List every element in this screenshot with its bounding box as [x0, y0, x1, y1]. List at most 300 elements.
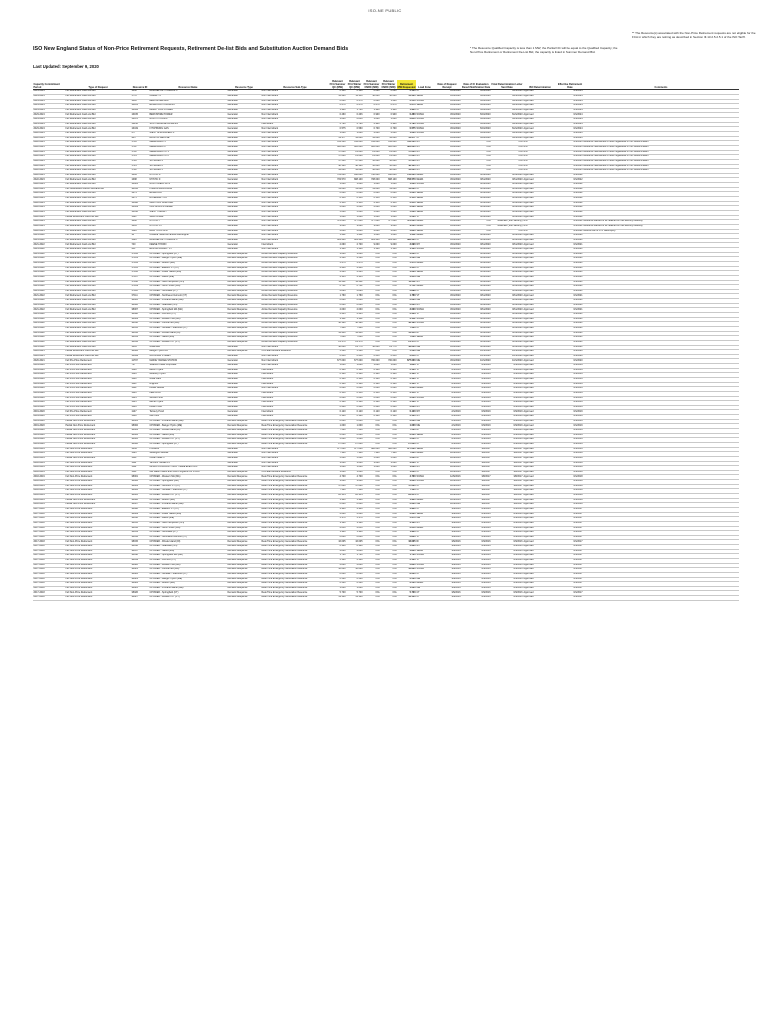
cell-lz: NEMA: [416, 387, 433, 392]
cell-period: 2019-2020: [33, 391, 65, 396]
cell-fl: 3/8/2017: [491, 484, 523, 489]
cell-rd: 3/16/2020: [433, 173, 461, 178]
cell-type: Full Retirement Card-List Bid: [65, 122, 131, 127]
cell-eff: 6/1/2019: [557, 368, 583, 373]
cell-rid: 16093: [131, 108, 149, 113]
last-updated: Last Updated: September 9, 2020: [33, 64, 99, 69]
cell-rd: 3/9/2016: [433, 568, 461, 573]
cell-wqc: 0.150: [346, 391, 363, 396]
cell-wcn: N/A: [380, 494, 397, 499]
cell-fl: 8/11/2020: [491, 275, 523, 280]
cell-rid: 38011: [131, 521, 149, 526]
cell-dd: 6/16/2020: [461, 104, 491, 109]
cell-mw: 5.000: [397, 210, 416, 215]
cell-mw: 1.000: [397, 424, 416, 429]
cell-rtype: Demand Response: [227, 521, 261, 526]
cell-type: Full Non-Price Retirement: [65, 558, 131, 563]
cell-fl: 6/21/2020: [491, 127, 523, 132]
cell-mw: 4.700: [397, 475, 416, 480]
cell-sub: Active Demand Capacity Resource: [261, 340, 329, 345]
cell-name: Tannery Pond: [149, 410, 227, 415]
cell-scn: N/A: [363, 442, 380, 447]
cell-lz: ME: [416, 586, 433, 591]
cell-period: 2019-2020: [33, 410, 65, 415]
cell-fl: 6/3/2019: [491, 382, 523, 387]
cell-rtype: Demand Response: [227, 326, 261, 331]
cell-period: 2018-2019: [33, 447, 65, 452]
cell-rd: 2/1/2019: [433, 391, 461, 396]
cell-scn: 0.250: [363, 354, 380, 359]
cell-eff: 6/1/2017: [557, 563, 583, 568]
cell-rd: 2/1/2019: [433, 368, 461, 373]
cell-sub: Non Intermittent: [261, 466, 329, 471]
cell-type: Full Retirement Card-List Bid: [65, 90, 131, 95]
cell-fl: 10/1/2020: [491, 359, 523, 364]
cell-fl: 8/11/2020: [491, 326, 523, 331]
cell-wqc: 27.000: [346, 442, 363, 447]
cell-wqc: 326.000: [346, 145, 363, 150]
cell-sqc: 0.200: [329, 405, 346, 410]
cell-scn: 18.000: [363, 94, 380, 99]
cell-det: Approved: [523, 433, 557, 438]
table-body: [33, 90, 739, 600]
cell-sub: Active Demand Capacity Resource: [261, 326, 329, 331]
cell-eff: 6/1/2017: [557, 521, 583, 526]
cell-scn: N/A: [363, 517, 380, 522]
cell-wcn: N/A: [380, 512, 397, 517]
cell-wqc: 0.100: [346, 90, 363, 95]
cell-rid: 10: [131, 234, 149, 239]
cell-period: 2019-2020: [33, 382, 65, 387]
cell-eff: 6/1/2021: [557, 322, 583, 327]
cell-mw: 2.600: [397, 512, 416, 517]
cell-scn: 0.300: [363, 373, 380, 378]
cell-name: Lower Pond: [149, 405, 227, 410]
cell-dd: 6/16/2020: [461, 108, 491, 113]
cell-lz: RI: [416, 429, 433, 434]
cell-det: Approved: [523, 252, 557, 257]
cell-period: 2017-2018: [33, 540, 65, 545]
cell-sqc: 6.000: [329, 433, 346, 438]
cell-period: 2017-2018: [33, 554, 65, 559]
cell-name: Ocean State II: [149, 456, 227, 461]
cell-wqc: 0.160: [346, 373, 363, 378]
cell-period: 2018-2019: [33, 456, 65, 461]
cell-rtype: Demand Response: [227, 419, 261, 424]
cell-dd: 6/3/2016: [461, 554, 491, 559]
cell-wqc: 2.800: [346, 563, 363, 568]
cell-mw: 47.500: [397, 159, 416, 164]
cell-fl: 6/3/2019: [491, 401, 523, 406]
cell-sub: Non Intermittent: [261, 178, 329, 183]
cell-rid: 38001: [131, 475, 149, 480]
cell-sub: Non Intermittent: [261, 210, 329, 215]
cell-type: Full Retirement Card-List Bid: [65, 141, 131, 146]
cell-rid: 1691: [131, 345, 149, 350]
cell-sub: Non Intermittent: [261, 456, 329, 461]
cell-scn: 0.130: [363, 378, 380, 383]
cell-mw: 47.000: [397, 484, 416, 489]
cell-sub: Real-Time Emergency Generation Resource: [261, 526, 329, 531]
cell-lz: CT: [416, 136, 433, 141]
cell-wcn: N/A: [380, 266, 397, 271]
cell-name: CLEARY 9: [149, 94, 227, 99]
cell-period: 2019-2020: [33, 396, 65, 401]
cell-type: Full Retirement Card-List Bid: [65, 145, 131, 150]
cell-wcn: N/A: [380, 294, 397, 299]
cell-name: CPOWER - Lower SEMA (MA): [149, 271, 227, 276]
cell-rd: 3/9/2016: [433, 558, 461, 563]
cell-sqc: 5.500: [329, 350, 346, 355]
cell-rid: 737: [131, 364, 149, 369]
cell-sub: Real-Time Emergency Generation Resource: [261, 507, 329, 512]
cell-mw: 0.100: [397, 90, 416, 95]
cell-rd: 3/16/2020: [433, 359, 461, 364]
cell-sub: Non Intermittent: [261, 104, 329, 109]
cell-lz: VT: [416, 215, 433, 220]
cell-sqc: 2.600: [329, 512, 346, 517]
cell-name: CPOWER - Norwalk - Stamford (CT): [149, 326, 227, 331]
cell-mw: 13.377: [397, 136, 416, 141]
table-row: [33, 596, 739, 601]
cell-type: Full Retirement Card-List Bid: [65, 285, 131, 290]
cell-name: CPOWER - Bangor Hydro (ME): [149, 257, 227, 262]
cell-type: Partial Non-Price Retirement: [65, 429, 131, 434]
cell-eff: 6/1/2024: [557, 127, 583, 132]
cell-mw: 113.500: [397, 141, 416, 146]
cell-scn: 708.000: [363, 173, 380, 178]
cell-type: Full Retirement Card-List Bid: [65, 257, 131, 262]
cell-sub: Non Intermittent: [261, 164, 329, 169]
cell-name: CPOWER - Seacoast (NH): [149, 545, 227, 550]
cell-wqc: 9.000: [346, 224, 363, 229]
cell-sub: Non Intermittent: [261, 215, 329, 220]
cell-eff: 6/1/2021: [557, 280, 583, 285]
cell-dd: 8/11/2020: [461, 257, 491, 262]
cell-sqc: 4.263: [329, 271, 346, 276]
cell-dd: 8/11/2020: [461, 285, 491, 290]
cell-wqc: 1.760: [346, 294, 363, 299]
cell-wcn: N/A: [380, 317, 397, 322]
cell-rtype: Generator: [227, 136, 261, 141]
cell-dd: 8/11/2020: [461, 266, 491, 271]
cell-lz: ME: [416, 424, 433, 429]
cell-mw: 3.160: [397, 521, 416, 526]
cell-mw: 7.500: [397, 429, 416, 434]
cell-fl: 6/3/2019: [491, 387, 523, 392]
cell-rtype: Generator: [227, 197, 261, 202]
cell-sub: Non Intermittent: [261, 220, 329, 225]
cell-rd: 3/9/2016: [433, 554, 461, 559]
cell-type: Partial Non-Price Retirement: [65, 456, 131, 461]
cell-period: 2020-2021: [33, 359, 65, 364]
cell-fl: N/A: [491, 169, 523, 174]
cell-rtype: Demand Response: [227, 512, 261, 517]
cell-lz: NEMA: [416, 261, 433, 266]
cell-lz: RI: [416, 456, 433, 461]
cell-rid: 1778: [131, 94, 149, 99]
cell-fl: 6/3/2016: [491, 586, 523, 591]
cell-type: Full Substitution Auction Demand Bid: [65, 187, 131, 192]
cell-period: 2022-2023: [33, 169, 65, 174]
cell-wqc: 5.000: [346, 210, 363, 215]
cell-period: 2019-2020: [33, 438, 65, 443]
cell-eff: 6/1/2023: [557, 132, 583, 137]
cell-wqc: 2.050: [346, 526, 363, 531]
cell-fl: 6/3/2016: [491, 572, 523, 577]
cell-sub: Real-Time Emergency Generation Resource: [261, 475, 329, 480]
cell-lz: NEMA: [416, 234, 433, 239]
cell-name: Wellington Refuse: [149, 452, 227, 457]
cell-wqc: 14.000: [346, 136, 363, 141]
cell-rtype: Demand Response: [227, 336, 261, 341]
cell-lz: CT: [416, 289, 433, 294]
cell-wqc: 5.000: [346, 438, 363, 443]
cell-lz: CT: [416, 438, 433, 443]
cell-rtype: Demand Response: [227, 475, 261, 480]
cell-wcn: N/A: [380, 289, 397, 294]
cell-wcn: 1.900: [380, 108, 397, 113]
cell-sub: Non Intermittent: [261, 94, 329, 99]
cell-period: 2018-2019: [33, 489, 65, 494]
cell-period: 2020-2021: [33, 350, 65, 355]
cell-wqc: 0.250: [346, 354, 363, 359]
cell-sqc: 7.400: [329, 326, 346, 331]
cell-type: Full Retirement Card-List Bid: [65, 183, 131, 188]
cell-wqc: 48.120: [346, 164, 363, 169]
cell-rid: 14101: [131, 104, 149, 109]
cell-period: 2021-2022: [33, 271, 65, 276]
cell-eff: 6/1/2018: [557, 480, 583, 485]
cell-rtype: Demand Response: [227, 498, 261, 503]
cell-det: Approved: [523, 391, 557, 396]
cell-fl: 6/3/2016: [491, 531, 523, 536]
cell-rid: 1148: [131, 415, 149, 420]
cell-period: 2018-2019: [33, 484, 65, 489]
cell-sqc: 14.440: [329, 331, 346, 336]
cell-wcn: N/A: [380, 433, 397, 438]
cell-wcn: N/A: [380, 586, 397, 591]
cell-det: Approved: [523, 447, 557, 452]
cell-det: N/A: [523, 145, 557, 150]
cell-lz: SEMA: [416, 206, 433, 211]
cell-fl: 8/11/2020: [491, 197, 523, 202]
cell-sub: Active Demand Capacity Resource: [261, 308, 329, 313]
cell-sqc: 44.000: [329, 169, 346, 174]
cell-det: Approved: [523, 317, 557, 322]
cell-eff: 6/1/2021: [557, 313, 583, 318]
cell-eff: 6/1/2017: [557, 540, 583, 545]
cell-name: MERRIMACK 1: [149, 141, 227, 146]
cell-det: Approved: [523, 359, 557, 364]
cell-scn: 14.000: [363, 136, 380, 141]
cell-lz: ME: [416, 503, 433, 508]
cell-period: 2017-2018: [33, 549, 65, 554]
cell-sub: Real-Time Emergency Generation Resource: [261, 540, 329, 545]
cell-sub: Non Intermittent: [261, 127, 329, 132]
cell-rtype: Generator: [227, 150, 261, 155]
cell-wcn: N/A: [380, 498, 397, 503]
cell-rtype: Demand Response: [227, 433, 261, 438]
cell-det: Approved: [523, 261, 557, 266]
cell-lz: WCMA: [416, 113, 433, 118]
cell-lz: WCMA: [416, 322, 433, 327]
cell-lz: SEMA: [416, 229, 433, 234]
cell-eff: 6/1/2017: [557, 586, 583, 591]
cell-mw: 383.400: [397, 238, 416, 243]
cell-scn: 326.000: [363, 145, 380, 150]
cell-rid: 37105: [131, 266, 149, 271]
cell-scn: N/A: [363, 299, 380, 304]
cell-name: CPOWER - Norwalk - Stamford (CT): [149, 489, 227, 494]
cell-period: 2022-2023: [33, 136, 65, 141]
cell-rtype: Generator: [227, 378, 261, 383]
cell-sub: Active Demand Capacity Resource: [261, 317, 329, 322]
cell-sub: Active Demand Capacity Resource: [261, 331, 329, 336]
cell-sqc: 0.120: [329, 410, 346, 415]
cell-eff: 6/1/2023: [557, 145, 583, 150]
cell-rd: 3/16/2020: [433, 104, 461, 109]
cell-wqc: 0.810: [346, 118, 363, 123]
cell-sub: Non Intermittent: [261, 99, 329, 104]
cell-rtype: Generator: [227, 94, 261, 99]
cell-wqc: 0.100: [346, 382, 363, 387]
cell-rd: 2/1/2019: [433, 401, 461, 406]
cell-eff: 6/1/2020: [557, 350, 583, 355]
cell-det: Approved: [523, 350, 557, 355]
cell-name: MYSTIC 9: [149, 178, 227, 183]
cell-det: Approved: [523, 577, 557, 582]
cell-wqc: 1.700: [346, 108, 363, 113]
cell-dd: 6/3/2016: [461, 572, 491, 577]
cell-sqc: 4.800: [329, 229, 346, 234]
cell-wcn: 2.000: [380, 206, 397, 211]
cell-cm: Resource has elected to retire regardless of ISO Determination: [583, 169, 739, 174]
cell-period: 2021-2022: [33, 340, 65, 345]
cell-sub: Non Intermittent: [261, 187, 329, 192]
cell-eff: 6/1/2019: [557, 405, 583, 410]
cell-mw: 0.150: [397, 197, 416, 202]
cell-mw: 0.810: [397, 118, 416, 123]
cell-mw: 0.575: [397, 127, 416, 132]
cell-rid: 38006: [131, 498, 149, 503]
cell-sub: Non Intermittent: [261, 150, 329, 155]
cell-type: Full Retirement Card-List Bid: [65, 303, 131, 308]
cell-lz: SEMA: [416, 210, 433, 215]
cell-lz: CT: [416, 442, 433, 447]
cell-name: Greenville: [149, 345, 227, 350]
cell-eff: 6/1/2019: [557, 433, 583, 438]
cell-scn: 5.000: [363, 210, 380, 215]
cell-rid: 38014: [131, 340, 149, 345]
cell-eff: 6/1/2024: [557, 113, 583, 118]
cell-rid: 37108: [131, 280, 149, 285]
cell-scn: N/A: [363, 503, 380, 508]
cell-sqc: 3.000: [329, 252, 346, 257]
cell-fl: 8/11/2020: [491, 187, 523, 192]
cell-det: Approved: [523, 456, 557, 461]
cell-lz: ME: [416, 299, 433, 304]
cell-fl: 8/11/2020: [491, 308, 523, 313]
cell-type: Full Retirement Card-List Bid: [65, 248, 131, 253]
cell-wqc: 4.500: [346, 257, 363, 262]
col-load-zone: Load Zone: [416, 80, 433, 90]
cell-type: Full Retirement Card-List Bid: [65, 169, 131, 174]
cell-lz: WCMA: [416, 480, 433, 485]
cell-fl: 6/3/2016: [491, 521, 523, 526]
cell-wcn: 50.000: [380, 159, 397, 164]
cell-dd: 6/3/2016: [461, 568, 491, 573]
cell-rid: 38003: [131, 429, 149, 434]
cell-wcn: N/A: [380, 336, 397, 341]
cell-sqc: 5.000: [329, 438, 346, 443]
cell-mw: 1.900: [397, 108, 416, 113]
cell-sub: Active Demand Capacity Resource: [261, 257, 329, 262]
col-resource-id: Resource ID: [131, 80, 149, 90]
cell-eff: 6/1/2021: [557, 317, 583, 322]
cell-wqc: 2.790: [346, 122, 363, 127]
cell-sub: Real-Time Emergency Generation Resource: [261, 535, 329, 540]
cell-sqc: 383.400: [329, 238, 346, 243]
cell-mw: 6.000: [397, 433, 416, 438]
cell-wqc: 4.800: [346, 549, 363, 554]
cell-rtype: Generator: [227, 113, 261, 118]
cell-rtype: Generator: [227, 354, 261, 359]
cell-sub: Intermittent: [261, 410, 329, 415]
cell-sqc: 0.260: [329, 113, 346, 118]
cell-eff: 6/1/2019: [557, 447, 583, 452]
cell-rid: 38005: [131, 438, 149, 443]
cell-scn: N/A: [363, 558, 380, 563]
cell-dd: 6/3/2019: [461, 415, 491, 420]
cell-wcn: 0.100: [380, 368, 397, 373]
cell-rd: 3/16/2020: [433, 169, 461, 174]
cell-rd: 3/9/2016: [433, 591, 461, 596]
cell-scn: N/A: [363, 521, 380, 526]
cell-type: Partial Retirement Card-List Bid: [65, 354, 131, 359]
cell-det: Approved: [523, 466, 557, 471]
cell-period: 2021-2022: [33, 257, 65, 262]
cell-scn: 0.100: [363, 382, 380, 387]
cell-mw: 7.400: [397, 326, 416, 331]
cell-type: Full Non-Price Retirement: [65, 572, 131, 577]
cell-scn: N/A: [363, 484, 380, 489]
cell-wcn: 326.000: [380, 145, 397, 150]
cell-period: 2021-2022: [33, 313, 65, 318]
cell-rtype: Demand Response: [227, 438, 261, 443]
cell-lz: NH: [416, 280, 433, 285]
cell-mw: 0.300: [397, 545, 416, 550]
cell-name: CPOWER - Central MA (MA): [149, 568, 227, 573]
cell-cm: [583, 596, 739, 601]
cell-wcn: 1.000: [380, 466, 397, 471]
cell-sqc: 2.100: [329, 558, 346, 563]
cell-mw: 0.100: [397, 415, 416, 420]
cell-rtype: Generator: [227, 368, 261, 373]
cell-eff: 6/1/2017: [557, 591, 583, 596]
cell-name: CPOWER - Boston (MA): [149, 582, 227, 587]
cell-det: Approved: [523, 313, 557, 318]
cell-det: N/A: [523, 224, 557, 229]
cell-fl: 3/8/2017: [491, 480, 523, 485]
cell-wqc: 0.130: [346, 378, 363, 383]
cell-name: CPOWER - Springfield (MA): [149, 480, 227, 485]
cell-wqc: 1.900: [346, 531, 363, 536]
cell-sub: Real-Time Emergency Generation Resource: [261, 521, 329, 526]
cell-name: CPOWER - Eastern CT (CT): [149, 266, 227, 271]
cell-sqc: 2.433: [329, 313, 346, 318]
cell-mw: 21.170: [397, 340, 416, 345]
